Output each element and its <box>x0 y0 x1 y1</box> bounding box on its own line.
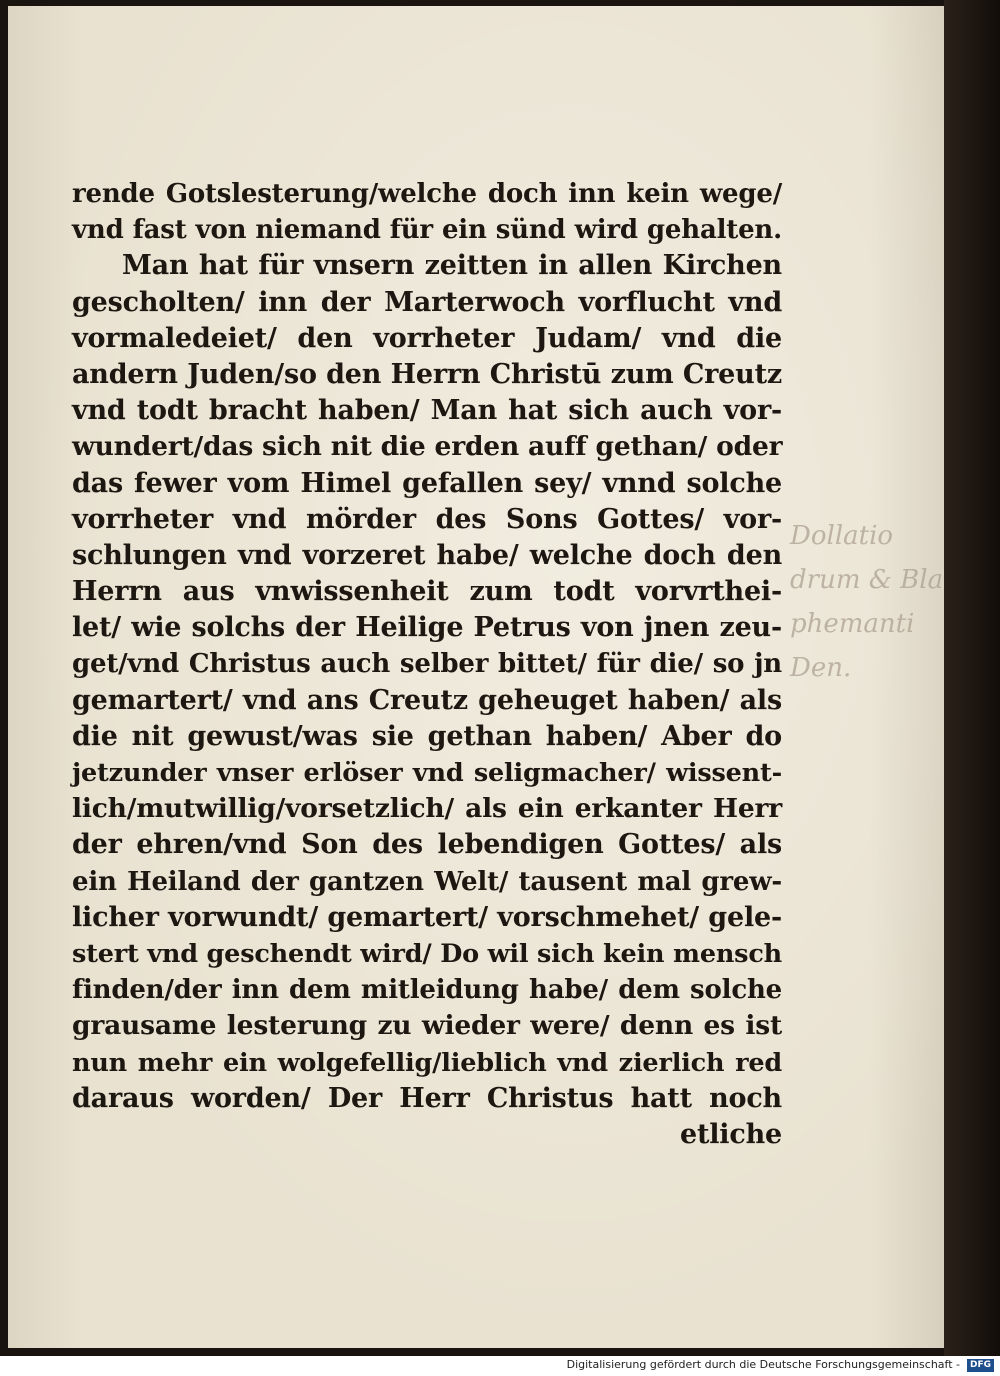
text-line: Man hat für vnsern zeitten in allen Kirchen <box>122 250 782 282</box>
text-line: das fewer vom Himel gefallen sey/ vnnd solche <box>72 467 782 499</box>
text-line: vnd fast von niemand für ein sünd wird gehalten. <box>72 215 782 246</box>
book-edge <box>944 0 1000 1356</box>
text-line: die nit gewust/was sie gethan haben/ Aber do <box>72 720 782 752</box>
text-line: vnd todt bracht haben/ Man hat sich auch vor- <box>72 395 782 427</box>
text-line: vormaledeiet/ den vorrheter Judam/ vnd die <box>72 322 782 354</box>
footer-bar <box>0 1356 1000 1376</box>
text-line: gemartert/ vnd ans Creutz geheuget haben/ als <box>72 684 782 716</box>
text-line: rende Gotslesterung/welche doch inn kein wege/ <box>72 179 782 209</box>
funding-credit: Digitalisierung gefördert durch die Deutsche Forschungsgemeinschaft - <box>566 1358 960 1371</box>
dfg-logo: DFG <box>967 1359 994 1372</box>
marginal-note-line: drum & Bla <box>790 565 944 595</box>
text-line: finden/der inn dem mitleidung habe/ dem solche <box>72 975 782 1006</box>
text-line: get/vnd Christus auch selber bittet/ für die/ so jn <box>72 649 782 680</box>
handwritten-marginal-note <box>790 514 944 690</box>
text-line: der ehren/vnd Son des lebendigen Gottes/ als <box>72 829 782 861</box>
text-line: wundert/das sich nit die erden auff gethan/ oder <box>72 431 783 463</box>
text-line: let/ wie solchs der Heilige Petrus von jnen zeu- <box>72 612 782 644</box>
text-line: daraus worden/ Der Herr Christus hatt noch <box>72 1082 782 1114</box>
text-line: lich/mutwillig/vorsetzlich/ als ein erkanter Herr <box>72 793 782 825</box>
text-line: gescholten/ inn der Marterwoch vorflucht vnd <box>72 286 782 318</box>
text-line: jetzunder vnser erlöser vnd seligmacher/ wissent- <box>72 758 782 788</box>
catchword: etliche <box>679 1118 782 1150</box>
text-line: schlungen vnd vorzeret habe/ welche doch den <box>72 539 782 571</box>
text-line: licher vorwundt/ gemartert/ vorschmehet/ gele- <box>72 901 782 933</box>
text-line: stert vnd geschendt wird/ Do wil sich kein mensch <box>72 938 782 969</box>
text-line: grausame lesterung zu wieder were/ denn es ist <box>72 1010 782 1042</box>
marginal-note-line: phemanti <box>790 609 915 639</box>
text-line: andern Juden/so den Herrn Christū zum Creutz <box>72 358 782 390</box>
body-text <box>72 176 782 1153</box>
text-line: nun mehr ein wolgefellig/lieblich vnd zierlich red <box>72 1047 782 1078</box>
marginal-note-line: Dollatio <box>790 521 894 551</box>
marginal-note-line: Den. <box>790 653 852 683</box>
text-line: Herrn aus vnwissenheit zum todt vorvrthei- <box>72 576 782 608</box>
text-line: ein Heiland der gantzen Welt/ tausent mal grew- <box>72 866 782 897</box>
text-line: vorrheter vnd mörder des Sons Gottes/ vor- <box>72 503 782 535</box>
